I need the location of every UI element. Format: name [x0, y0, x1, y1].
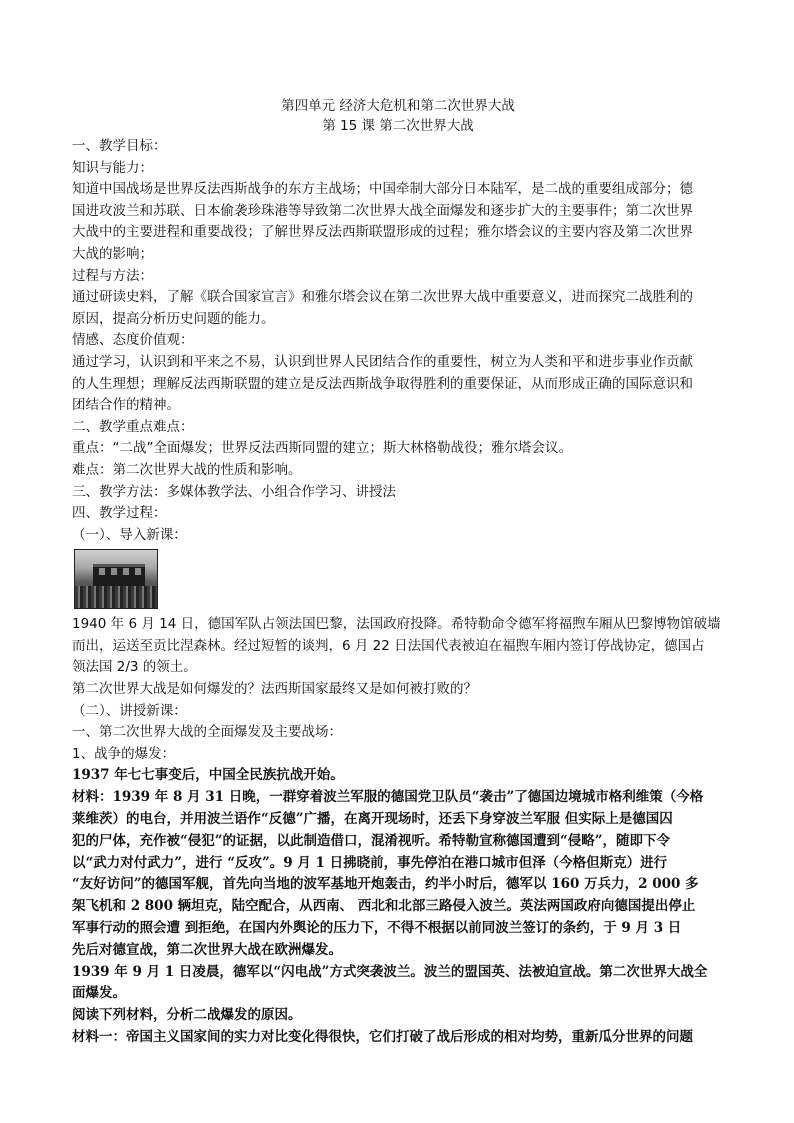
unit-title: 第四单元 经济大危机和第二次世界大战: [281, 98, 515, 114]
intro-line: 1940 年 6 月 14 日，德国军队占领法国巴黎，法国政府投降。希特勒命令德军将福煦车厢从巴黎博物馆破墙: [72, 616, 721, 633]
material-line: 架飞机和 2 800 辆坦克，陆空配合，从西南、 西北和北部三路侵入波兰。英法两国政府向德国提出停止: [72, 898, 696, 915]
intro-line: 领法国 2/3 的领土。: [72, 659, 197, 676]
process-line: 原因，提高分析历史问题的能力。: [72, 310, 275, 327]
process-label: 过程与方法：: [72, 267, 153, 284]
values-line: 通过学习，认识到和平来之不易，认识到世界人民团结合作的重要性，树立为人类和平和进步事业作贡献: [72, 353, 693, 370]
material-line: 材料：1939 年 8 月 31 日晚，一群穿着波兰军服的德国党卫队员“袭击”了德国边境城市格利维策（今格: [72, 789, 704, 806]
lecture-heading: （二）、讲授新课：: [72, 702, 187, 719]
document-page: [72, 96, 724, 1049]
section-heading-methods: 三、教学方法：多媒体教学法、小组合作学习、讲授法: [72, 483, 396, 500]
key-points: 重点：“二战”全面爆发；世界反法西斯同盟的建立；斯大林格勒战役；雅尔塔会议。: [72, 440, 572, 457]
topic-heading: 一、第二次世界大战的全面爆发及主要战场：: [72, 724, 342, 741]
knowledge-line: 大战的影响；: [72, 245, 153, 262]
lead-question: 第二次世界大战是如何爆发的？法西斯国家最终又是如何被打败的？: [72, 681, 477, 698]
values-label: 情感、态度价值观：: [72, 332, 194, 349]
process-line: 通过研读史料，了解《联合国家宣言》和雅尔塔会议在第二次世界大战中重要意义，进而探究二战胜利的: [72, 289, 693, 306]
material-line: 莱维茨）的电台，并用波兰语作“反德”广播，在离开现场时，还丢下身穿波兰军服 但实际上是德国囚: [72, 811, 673, 828]
lesson-title: 第 15 课 第二次世界大战: [322, 118, 474, 134]
material-line: 军事行动的照会遭 到拒绝，在国内外舆论的压力下，不得不根据以前同波兰签订的条约，于 9 月 3 日: [72, 920, 682, 937]
material-line: 材料一：帝国主义国家间的实力对比变化得很快，它们打破了战后形成的相对均势，重新瓜分世界的问题: [72, 1029, 693, 1045]
values-line: 的人生理想；理解反法西斯联盟的建立是反法西斯战争取得胜利的重要保证，从而形成正确的国际意识和: [72, 375, 693, 392]
section-heading-objectives: 一、教学目标：: [72, 138, 167, 154]
intro-heading: （一）、导入新课：: [72, 526, 187, 543]
material-line: 面爆发。: [72, 985, 126, 1002]
difficulty: 难点：第二次世界大战的性质和影响。: [72, 461, 302, 478]
subtopic-heading: 1、战争的爆发：: [72, 745, 176, 762]
section-heading-key-points: 二、教学重点难点：: [72, 418, 194, 435]
material-line: 犯的尸体，充作被“侵犯”的证据，以此制造借口，混淆视听。希特勒宣称德国遭到“侵略”，随即下令: [72, 832, 671, 849]
material-line: 先后对德宣战，第二次世界大战在欧洲爆发。: [72, 941, 342, 958]
knowledge-line: 知道中国战场是世界反法西斯战争的东方主战场；中国牵制大部分日本陆军，是二战的重要组成部分；德: [72, 181, 693, 198]
knowledge-label: 知识与能力：: [72, 159, 153, 176]
knowledge-line: 国进攻波兰和苏联、日本偷袭珍珠港等导致第二次世界大战全面爆发和逐步扩大的主要事件；第二次世界: [72, 202, 693, 219]
values-line: 团结合作的精神。: [72, 397, 180, 414]
intro-line: 而出，运送至贡比涅森林。经过短暂的谈判，6 月 22 日法国代表被迫在福煦车厢内签订停战协定，德国占: [72, 637, 705, 654]
material-line: 1939 年 9 月 1 日凌晨，德军以“闪电战”方式突袭波兰。波兰的盟国英、法被迫宣战。第二次世界大战全: [72, 963, 708, 980]
knowledge-line: 大战中的主要进程和重要战役；了解世界反法西斯联盟形成的过程；雅尔塔会议的主要内容及第二次世界: [72, 224, 693, 241]
material-line: “友好访问”的德国军舰，首先向当地的波军基地开炮轰击，约半小时后，德军以 160 万兵力，2 000 多: [72, 876, 699, 893]
section-heading-process: 四、教学过程：: [72, 505, 167, 522]
material-line: 阅读下列材料，分析二战爆发的原因。: [72, 1007, 302, 1024]
railway-carriage-photo: [74, 549, 158, 609]
material-line: 1937 年七七事变后，中国全民族抗战开始。: [72, 767, 344, 784]
material-line: 以“武力对付武力”，进行 “反攻”。9 月 1 日拂晓前，事先停泊在港口城市但泽（今格但斯克）进行: [72, 854, 668, 871]
